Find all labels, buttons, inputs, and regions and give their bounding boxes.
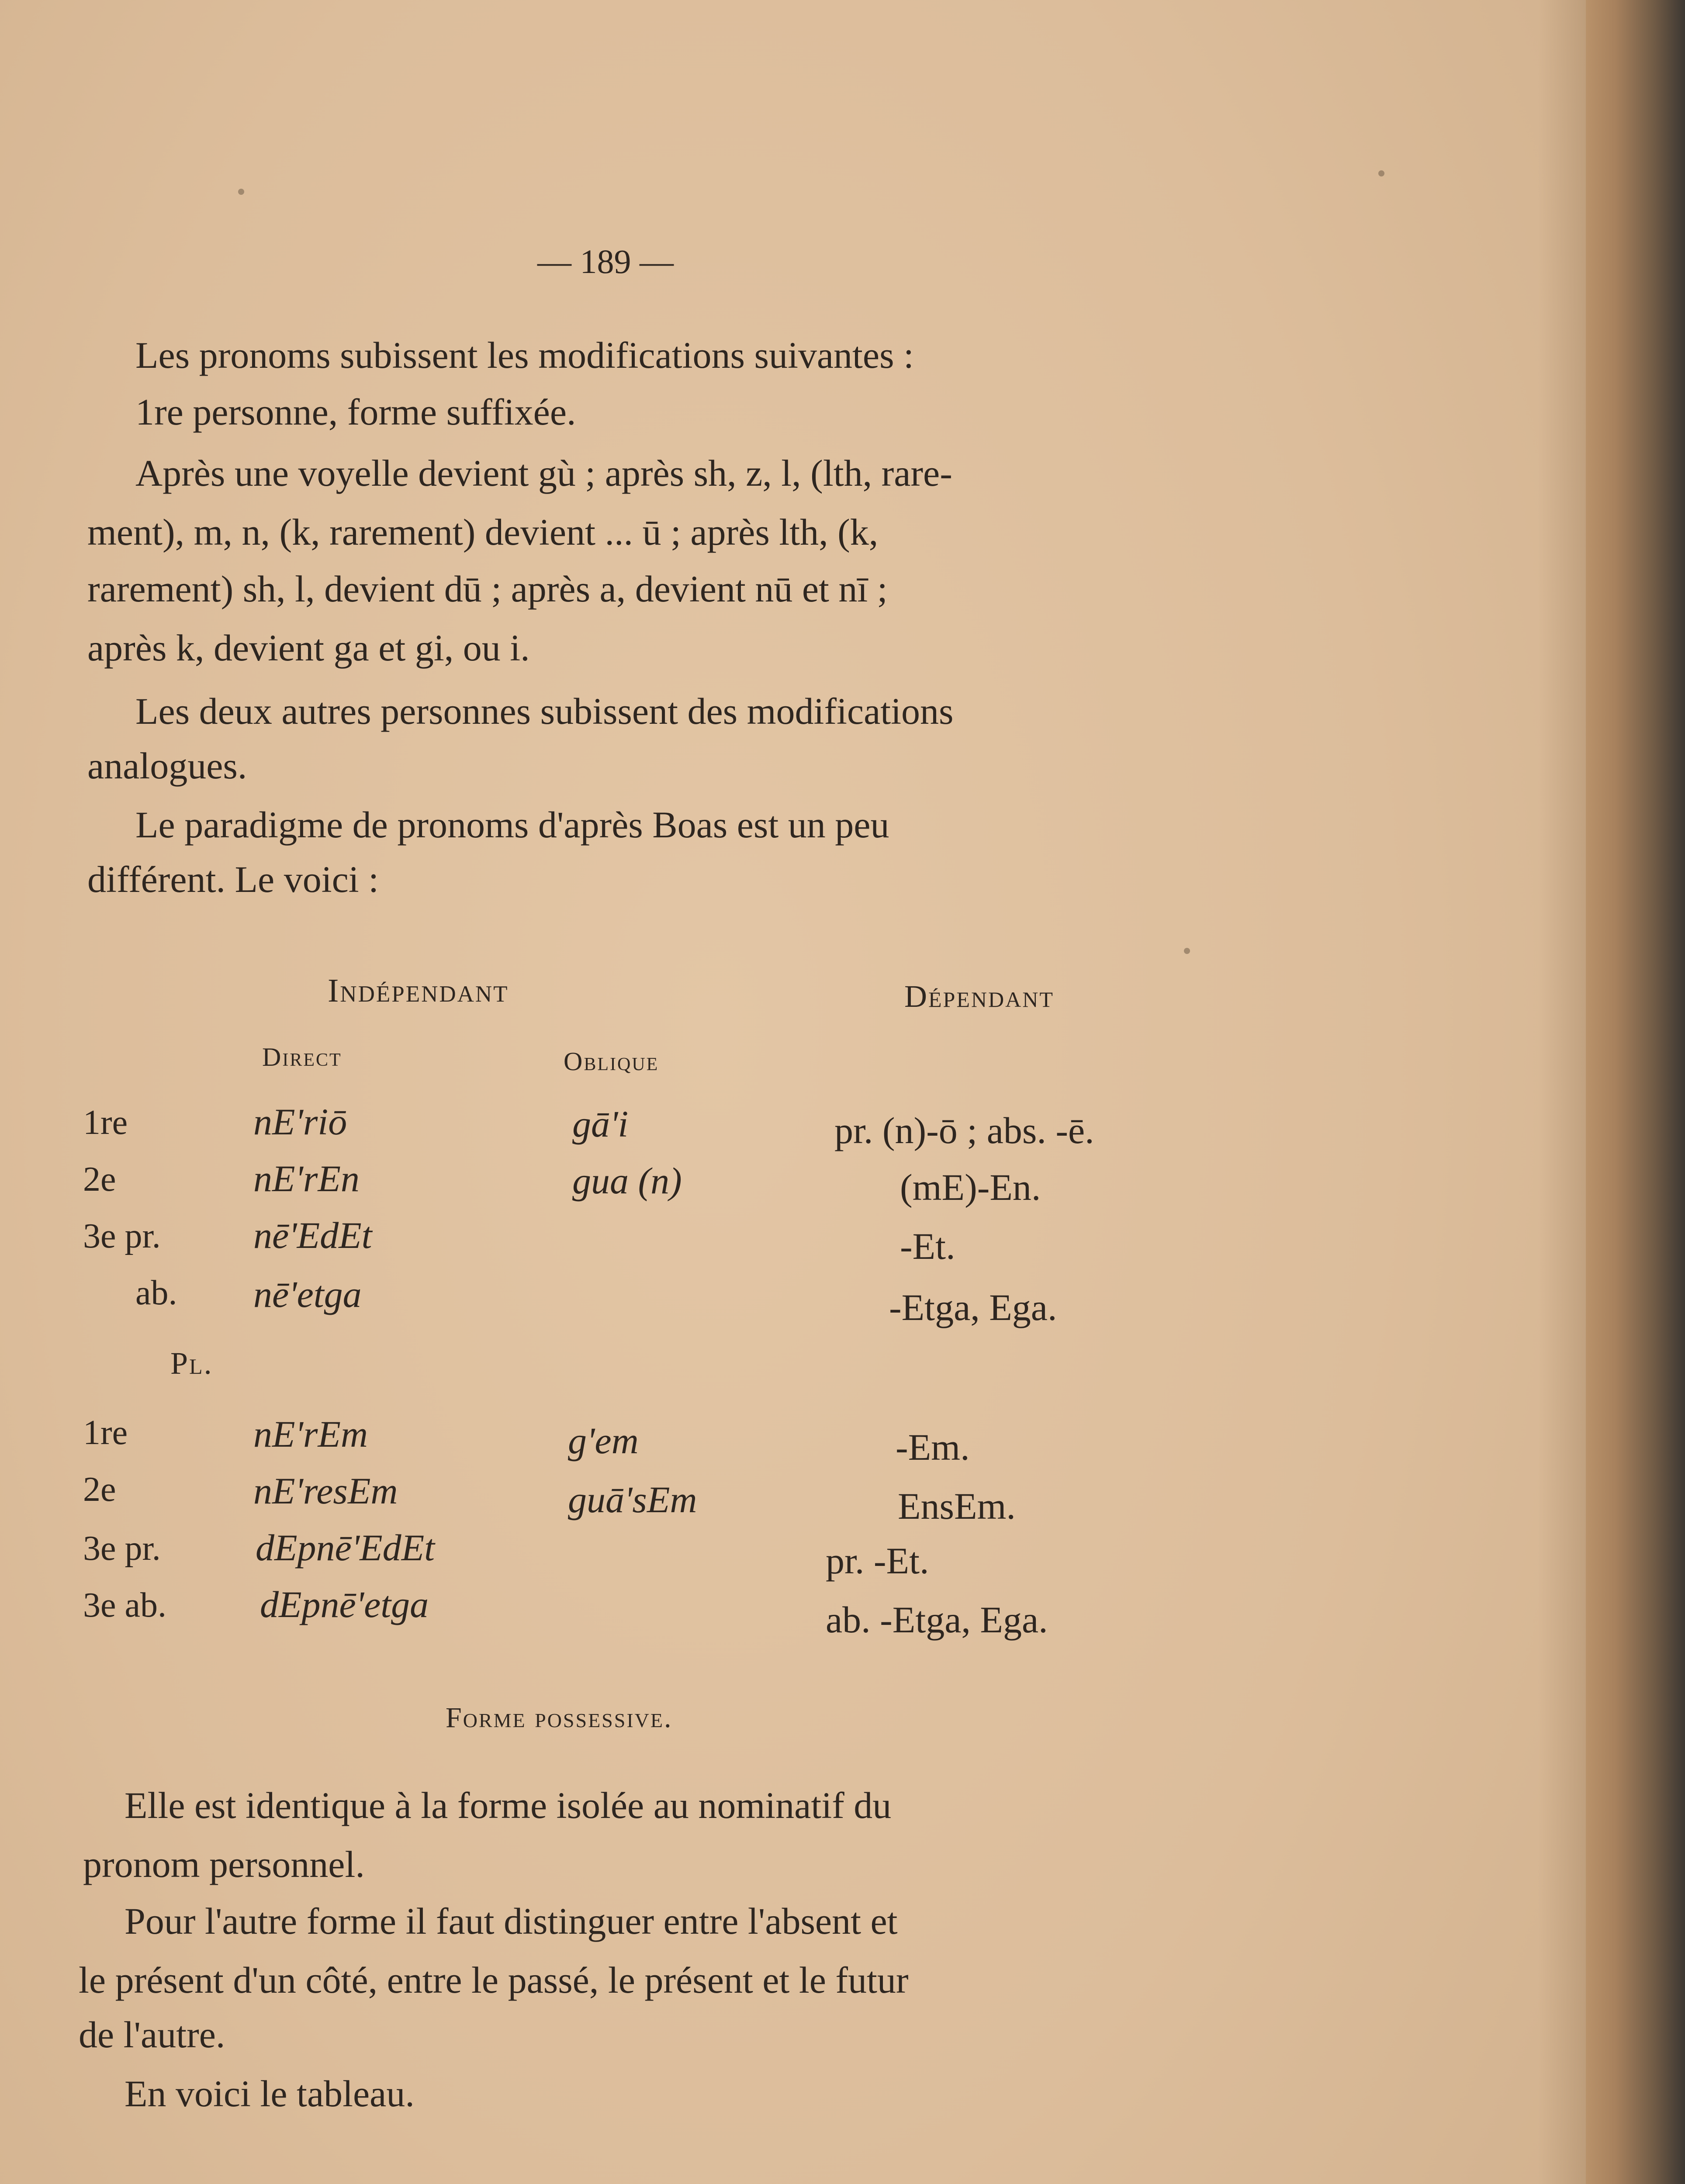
para2-line-2: analogues. xyxy=(87,745,247,787)
row-dependant: EnsEm. xyxy=(898,1485,1016,1527)
paper-speck xyxy=(1184,948,1190,954)
row-dependant: -Em. xyxy=(896,1426,970,1468)
row-person: 1re xyxy=(83,1103,128,1142)
plural-label: Pl. xyxy=(170,1346,213,1381)
row-direct: dEpnē'etga xyxy=(260,1583,429,1625)
outro-para1-line-2: pronom personnel. xyxy=(83,1843,365,1885)
para-line-2: ment), m, n, (k, rarement) devient ... ū ; après lth, (k, xyxy=(87,511,879,553)
row-dependant: pr. (n)-ō ; abs. -ē. xyxy=(834,1109,1094,1151)
row-direct: nE'rEn xyxy=(253,1158,360,1199)
subheader-direct: Direct xyxy=(262,1043,342,1071)
row-dependant: (mE)-En. xyxy=(900,1166,1041,1208)
page-number: — 189 — xyxy=(537,242,674,280)
row-person: 3e ab. xyxy=(83,1586,167,1624)
outro-para3: En voici le tableau. xyxy=(125,2073,415,2115)
para-line-1: Après une voyelle devient gù ; après sh, z, l, (lth, rare- xyxy=(135,452,952,494)
paper-speck xyxy=(1378,170,1384,176)
book-gutter xyxy=(1586,0,1685,2184)
section-title: Forme possessive. xyxy=(446,1702,673,1734)
outro-para2-line-3: de l'autre. xyxy=(79,2014,225,2056)
intro-line-1: Les pronoms subissent les modifications suivantes : xyxy=(135,334,914,376)
outro-para2-line-1: Pour l'autre forme il faut distinguer entre l'absent et xyxy=(125,1900,898,1942)
row-oblique: gā'i xyxy=(572,1103,629,1145)
row-oblique: guā'sEm xyxy=(568,1479,697,1521)
row-person: ab. xyxy=(135,1274,177,1312)
row-direct: nē'EdEt xyxy=(253,1214,372,1256)
row-oblique: g'em xyxy=(568,1420,639,1462)
row-direct: nE'riō xyxy=(253,1101,347,1143)
row-direct: nE'resEm xyxy=(253,1470,398,1512)
row-dependant: pr. -Et. xyxy=(826,1540,929,1582)
row-dependant: ab. -Etga, Ega. xyxy=(826,1599,1048,1641)
paper-speck xyxy=(238,189,244,195)
header-independant: Indépendant xyxy=(328,972,509,1009)
para3-line-1: Le paradigme de pronoms d'après Boas est un peu xyxy=(135,804,889,846)
row-direct: dEpnē'EdEt xyxy=(256,1527,435,1569)
row-dependant: -Etga, Ega. xyxy=(889,1286,1057,1328)
outro-para2-line-2: le présent d'un côté, entre le passé, le présent et le futur xyxy=(79,1959,909,2001)
row-direct: nē'etga xyxy=(253,1273,362,1315)
row-person: 3e pr. xyxy=(83,1217,161,1255)
row-person: 2e xyxy=(83,1470,116,1509)
outro-para1-line-1: Elle est identique à la forme isolée au nominatif du xyxy=(125,1784,892,1826)
subheader-oblique: Oblique xyxy=(564,1047,659,1076)
row-dependant: -Et. xyxy=(900,1225,955,1267)
para2-line-1: Les deux autres personnes subissent des modifications xyxy=(135,690,954,732)
header-dependant: Dépendant xyxy=(904,979,1054,1014)
page-fold-shadow xyxy=(1538,0,1586,2184)
row-person: 1re xyxy=(83,1413,128,1452)
intro-line-2: 1re personne, forme suffixée. xyxy=(135,391,576,433)
para-line-3: rarement) sh, l, devient dū ; après a, devient nū et nī ; xyxy=(87,568,888,610)
row-oblique: gua (n) xyxy=(572,1160,682,1202)
row-direct: nE'rEm xyxy=(253,1413,368,1455)
para-line-4: après k, devient ga et gi, ou i. xyxy=(87,627,530,669)
row-person: 3e pr. xyxy=(83,1529,161,1568)
row-person: 2e xyxy=(83,1160,116,1199)
para3-line-2: différent. Le voici : xyxy=(87,858,379,900)
